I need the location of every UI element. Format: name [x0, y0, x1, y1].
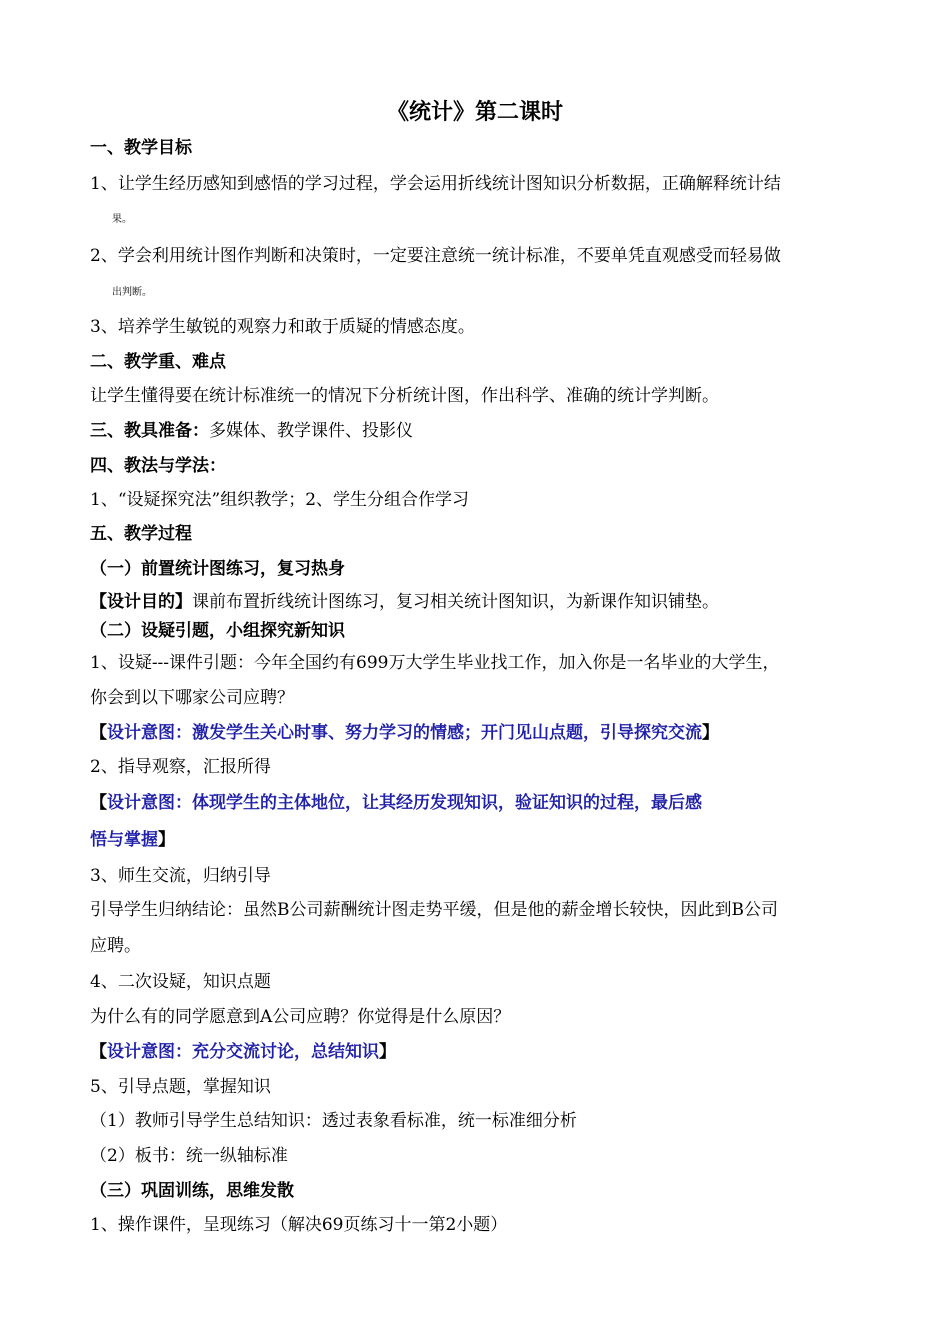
bracket-open: 【 — [90, 793, 107, 813]
objective-item-2-continued: 出判断。 — [112, 287, 152, 298]
part-2-step-3-text-continued: 应聘。 — [90, 936, 141, 956]
process-part-3-heading: （三）巩固训练，思维发散 — [90, 1181, 294, 1201]
section-teaching-aids — [90, 419, 870, 443]
design-intent-2-continued — [90, 828, 870, 852]
process-part-2-heading: （二）设疑引题，小组探究新知识 — [90, 621, 345, 641]
part-2-step-3-text: 引导学生归纳结论：虽然B公司薪酬统计图走势平缓，但是他的薪金增长较快，因此到B公司 — [90, 900, 778, 920]
process-part-1-heading: （一）前置统计图练习，复习热身 — [90, 559, 345, 579]
design-intent-2 — [90, 791, 870, 815]
objective-item-1: 1、让学生经历感知到感悟的学习过程，学会运用折线统计图知识分析数据，正确解释统计结 — [90, 174, 781, 194]
design-intent-3 — [90, 1040, 870, 1064]
design-intent-2-text: 设计意图：体现学生的主体地位，让其经历发现知识，验证知识的过程，最后感 — [107, 793, 702, 813]
part-2-step-5-sub-1: （1）教师引导学生总结知识：透过表象看标准，统一标准细分析 — [90, 1111, 577, 1131]
objective-item-3: 3、培养学生敏锐的观察力和敢于质疑的情感态度。 — [90, 317, 475, 337]
part-2-step-1: 1、设疑---课件引题：今年全国约有699万大学生毕业找工作，加入你是一名毕业的大学生， — [90, 653, 780, 673]
document-title: 《统计》第二课时 — [386, 100, 563, 125]
section-heading-process: 五、教学过程 — [90, 524, 192, 544]
teaching-aids-text: 多媒体、教学课件、投影仪 — [209, 421, 413, 441]
part-2-step-2: 2、指导观察，汇报所得 — [90, 757, 271, 777]
design-intent-1 — [90, 721, 870, 745]
section-heading-teaching-aids: 三、教具准备： — [90, 421, 209, 441]
part-2-step-5: 5、引导点题，掌握知识 — [90, 1077, 271, 1097]
purpose-label: 【设计目的】 — [90, 592, 192, 612]
bracket-close: 】 — [158, 830, 175, 850]
purpose-text: 课前布置折线统计图练习，复习相关统计图知识，为新课作知识铺垫。 — [192, 592, 719, 612]
design-intent-2-text-continued: 悟与掌握 — [90, 830, 158, 850]
process-part-1-purpose — [90, 590, 870, 614]
section-heading-objectives: 一、教学目标 — [90, 138, 192, 158]
design-intent-3-text: 设计意图：充分交流讨论，总结知识 — [107, 1042, 379, 1062]
section-heading-key-points: 二、教学重、难点 — [90, 352, 226, 372]
objective-item-1-continued: 果。 — [112, 214, 132, 225]
key-points-text: 让学生懂得要在统计标准统一的情况下分析统计图，作出科学、准确的统计学判断。 — [90, 386, 719, 406]
design-intent-1-text: 设计意图：激发学生关心时事、努力学习的情感；开门见山点题，引导探究交流 — [107, 723, 702, 743]
part-2-step-5-sub-2: （2）板书：统一纵轴标准 — [90, 1146, 288, 1166]
bracket-open: 【 — [90, 1042, 107, 1062]
objective-item-2: 2、学会利用统计图作判断和决策时，一定要注意统一统计标准，不要单凭直观感受而轻易做 — [90, 246, 781, 266]
bracket-open: 【 — [90, 723, 107, 743]
part-2-step-4-text: 为什么有的同学愿意到A公司应聘？你觉得是什么原因？ — [90, 1007, 511, 1027]
methods-text: 1、“设疑探究法”组织教学；2、学生分组合作学习 — [90, 490, 470, 510]
part-2-step-3: 3、师生交流，归纳引导 — [90, 866, 271, 886]
bracket-close: 】 — [702, 723, 719, 743]
section-heading-methods: 四、教法与学法： — [90, 456, 226, 476]
part-2-step-1-continued: 你会到以下哪家公司应聘？ — [90, 688, 294, 708]
bracket-close: 】 — [379, 1042, 396, 1062]
part-3-step-1: 1、操作课件，呈现练习（解决69页练习十一第2小题） — [90, 1215, 508, 1235]
part-2-step-4: 4、二次设疑，知识点题 — [90, 972, 271, 992]
